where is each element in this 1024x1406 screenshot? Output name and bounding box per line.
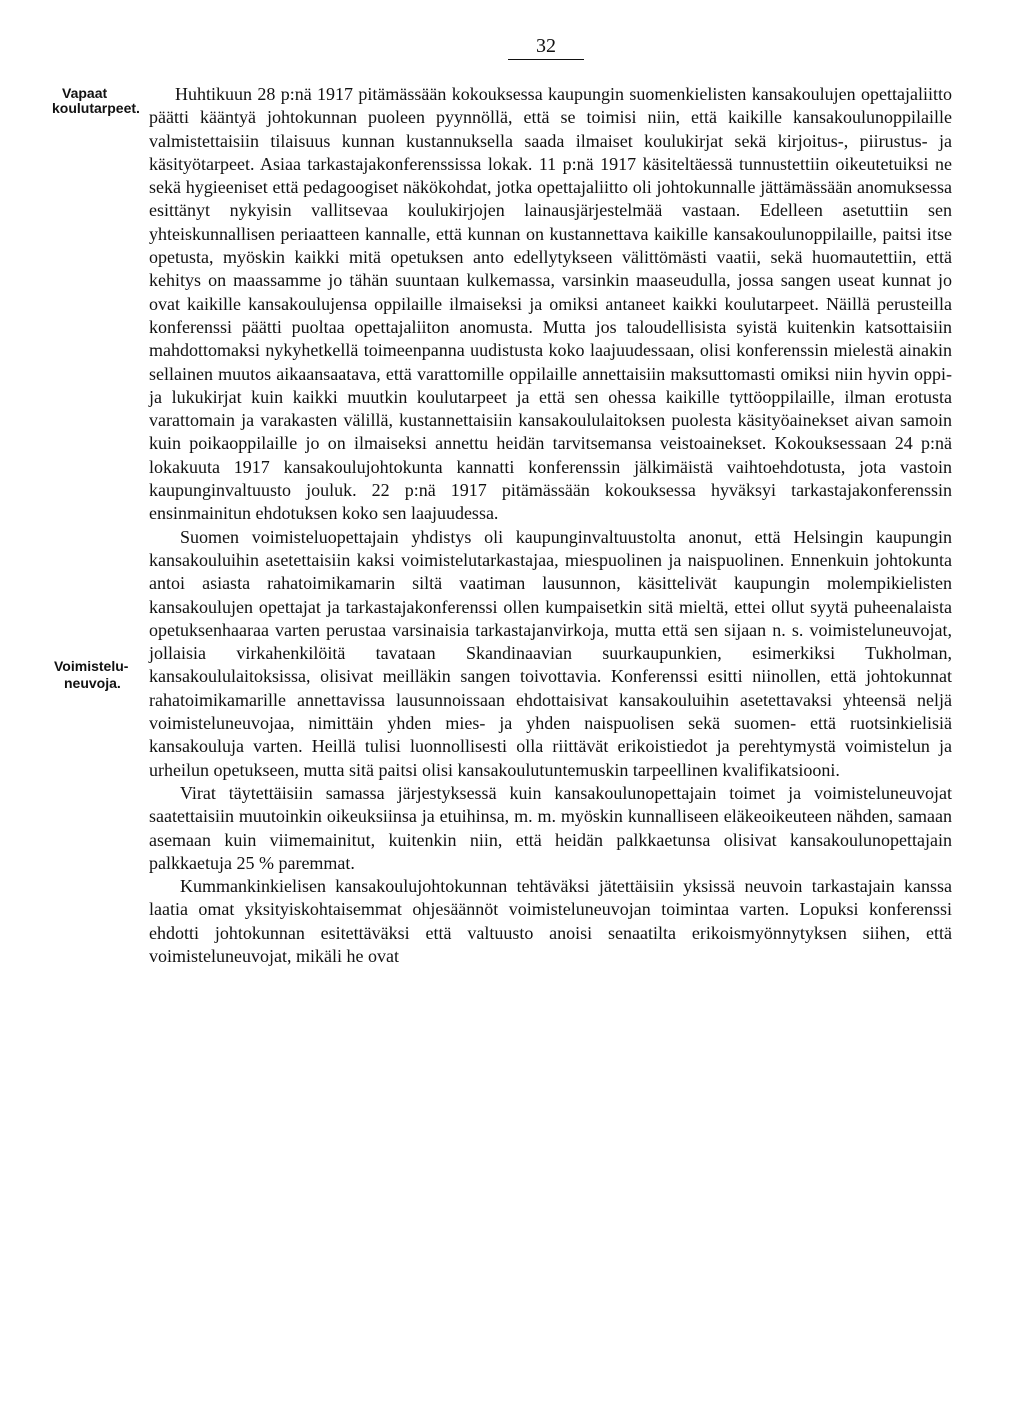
paragraph: Huhtikuun 28 p:nä 1917 pitämässään kokouksessa kaupungin suomenkielisten kansakoulujen opettajaliitto päätti kääntyä johtokunnan puoleen pyynnöllä, että se toimisi niin, että kaikille kansakoulunoppilaille valmistettaisiin tilaisuus kunnan kustannuksella saada ilmaiset koulukirjat sekä kirjoitus-, piirustus- ja käsityötarpeet. Asiaa tarkastajakonferenssissa lokak. 11 p:nä 1917 käsiteltäessä tunnustettiin oikeutetuiksi ne sekä hygieeniset että pedagoogiset näkökohdat, jotka opettajaliitto oli johtokunnalle jättämässään anomuksessa esittänyt nykyisin vallitsevaa koulukirjojen lainausjärjestelmää vastaan. Edelleen asetuttiin sen yhteiskunnallisen periaatteen kannalle, että kunnan on kustannettava kaikille kansakoulunoppilaille, paitsi itse opetusta, myöskin kaikki mitä opetuksen anto edellytykseen välittömästi vaatii, sekä huomautettiin, että kehitys on maassamme jo tähän suuntaan kulkemassa, varsinkin maaseudulla, jossa sangen useat kunnat jo ovat kaikille kansakoulujensa oppilaille ilmaiseksi ja omiksi antaneet kaikki koulutarpeet. Näillä perusteilla konferenssi päätti puoltaa opettajaliiton anomusta. Mutta jos taloudellisista syistä kuitenkin katsottaisiin mahdottomaksi nykyhetkellä toimeenpanna uudistusta koko laajuudessaan, olisi konferenssin mielestä ainakin sellainen muutos aikaansaatava, että varattomille oppilaille annettaisiin maksuttomasti omiksi niin hyvin oppi- ja lukukirjat kuin kaikki muutkin koulutarpeet ja että sen ohessa kaikille tyttöoppilaille, ilman erotusta varattomain ja varakasten välillä, kustannettaisiin kansakoululaitoksen puolesta käsityöainekset aivan samoin kuin poikaoppilaille jo on ilmaiseksi annettu heidän tarvitsemansa veistoainekset. Kokouksessaan 24 p:nä lokakuuta 1917 kansakoulujohtokunta kannatti konferenssin jälkimäistä vaihtoehdotusta, jota vastoin kaupunginvaltuusto jouluk. 22 p:nä 1917 pitämässään kokouksessa hyväksyi tarkastajakonferenssin ensinmainitun ehdotuksen koko sen laajuudessa. (149, 84, 952, 524)
paragraph: Kummankinkielisen kansakoulujohtokunnan tehtäväksi jätettäisiin yksissä neuvoin tarkastajain kanssa laatia omat yksityiskohtaisemmat ohjesäännöt voimisteluneuvojan toimintaa varten. Lopuksi konferenssi ehdotti johtokunnan esitettäväksi että valtuusto anoisi senaatilta erikoismyönnytyksen siihen, että voimisteluneuvojat, mikäli he ovat (149, 876, 952, 966)
margin-note-line: koulutarpeet. (52, 100, 140, 116)
margin-note-line: Voimistelu- (54, 658, 129, 674)
margin-note-vapaat-koulutarpeet (52, 85, 140, 117)
paragraph: Virat täytettäisiin samassa järjestyksessä kuin kansakoulunopettajain toimet ja voimisteluneuvojat saatettaisiin muutoinkin oikeuksiinsa ja etuihinsa, m. m. myöskin kunnalliseen eläkeoikeuteen nähden, samaan asemaan kuin viimemainitut, kuitenkin niin, että heidän palkkaetunsa olisivat kansakoulunopettajain palkkaetuja 25 % paremmat. (149, 782, 952, 873)
paragraph: Suomen voimisteluopettajain yhdistys oli kaupunginvaltuustolta anonut, että Helsingin kaupungin kansakouluihin asetettaisiin kaksi voimistelutarkastajaa, miespuolinen ja naispuolinen. Ennenkuin johtokunta antoi asiasta rahatoimikamarin siltä vaatiman lausunnon, käsittelivät kaupungin molempikielisten kansakoulujen opettajat ja tarkastajakonferenssi ollen kumpaisetkin sitä mieltä, ettei ollut syytä puheenalaista opetuksenhaaraa varten perustaa varsinaisia tarkastajanvirkoja, mutta että sen sijaan n. s. voimisteluneuvojat, jollaisia virkahenkilöitä tavataan Skandinaavian suurkaupunkien, esimerkiksi Tukholman, kansakoululaitoksissa, olisivat meilläkin sangen toivottavia. Konferenssi esitti niinollen, että johtokunnat rahatoimikamarille annettavissa lausunnoissaan ehdottaisivat kansakouluihin asetettavaksi yhteensä neljä voimisteluneuvojaa, nimittäin yhden mies- ja yhden naispuolisen sekä suomen- että ruotsinkielisiä kansakouluja varten. Heillä tulisi luonnollisesti olla riittävät erikoistiedot ja perehtymystä voimistelun ja urheilun opetukseen, mutta sitä paitsi olisi kansakoulutuntemuskin tarpeellinen kvalifikatsiooni. (149, 526, 952, 780)
margin-note-voimisteluneuvoja (54, 658, 128, 692)
margin-note-line: neuvoja. (64, 675, 121, 691)
page-number: 32 (508, 34, 584, 60)
margin-note-line: Vapaat (62, 85, 108, 101)
body-text (149, 83, 952, 968)
